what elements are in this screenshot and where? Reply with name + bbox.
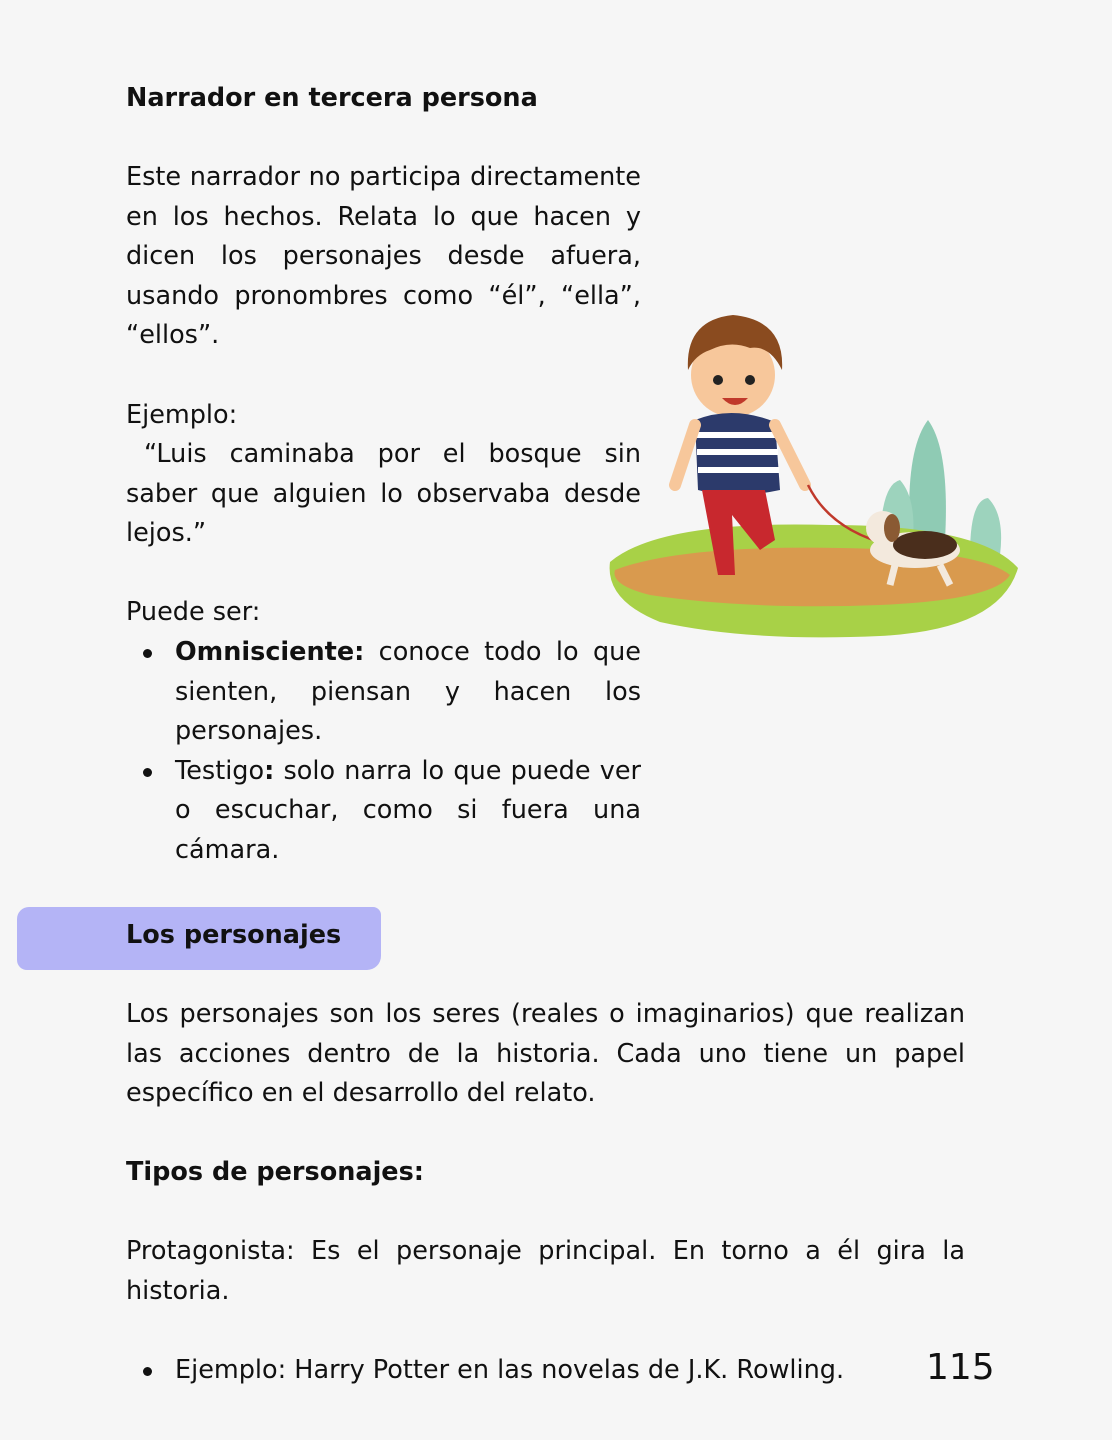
protagonist-paragraph: Protagonista: Es el personaje principal. En torno a él gira la historia. bbox=[126, 1236, 965, 1306]
character-types-subtitle: Tipos de personajes: bbox=[126, 1157, 424, 1187]
term-colon: : bbox=[264, 755, 275, 786]
example-text: “Luis caminaba por el bosque sin saber que alguien lo observaba desde lejos.” bbox=[126, 439, 641, 549]
types-label: Puede ser: bbox=[126, 597, 261, 627]
term-testigo: Testigo bbox=[175, 755, 265, 786]
section-title-third-person: Narrador en tercera persona bbox=[126, 83, 538, 113]
term-description: solo narra lo que puede ver o escuchar, como si fuera una cámara. bbox=[175, 755, 641, 865]
list-item bbox=[126, 752, 641, 871]
list-item: Ejemplo: Harry Potter en las novelas de J.K. Rowling. bbox=[126, 1351, 906, 1391]
third-person-paragraph: Este narrador no participa directamente en los hechos. Relata lo que hacen y dicen los personajes desde afuera, usando pronombres como “él”, “ella”, “ellos”. bbox=[126, 162, 641, 351]
list-item bbox=[126, 633, 641, 752]
term-omnisciente: Omnisciente: bbox=[175, 637, 365, 667]
example-label: Ejemplo: bbox=[126, 400, 238, 430]
term-description: conoce todo lo que sienten, piensan y hacen los personajes. bbox=[175, 637, 641, 747]
section-title-characters: Los personajes bbox=[126, 920, 342, 950]
narrator-types-list bbox=[126, 633, 641, 871]
boy-walking-dog-illustration bbox=[600, 300, 1025, 645]
page-number: 115 bbox=[926, 1347, 995, 1388]
characters-paragraph: Los personajes son los seres (reales o imaginarios) que realizan las acciones dentro de la historia. Cada uno tiene un papel específico en el desarrollo del relato. bbox=[126, 999, 965, 1109]
protagonist-example-list bbox=[126, 1351, 906, 1391]
